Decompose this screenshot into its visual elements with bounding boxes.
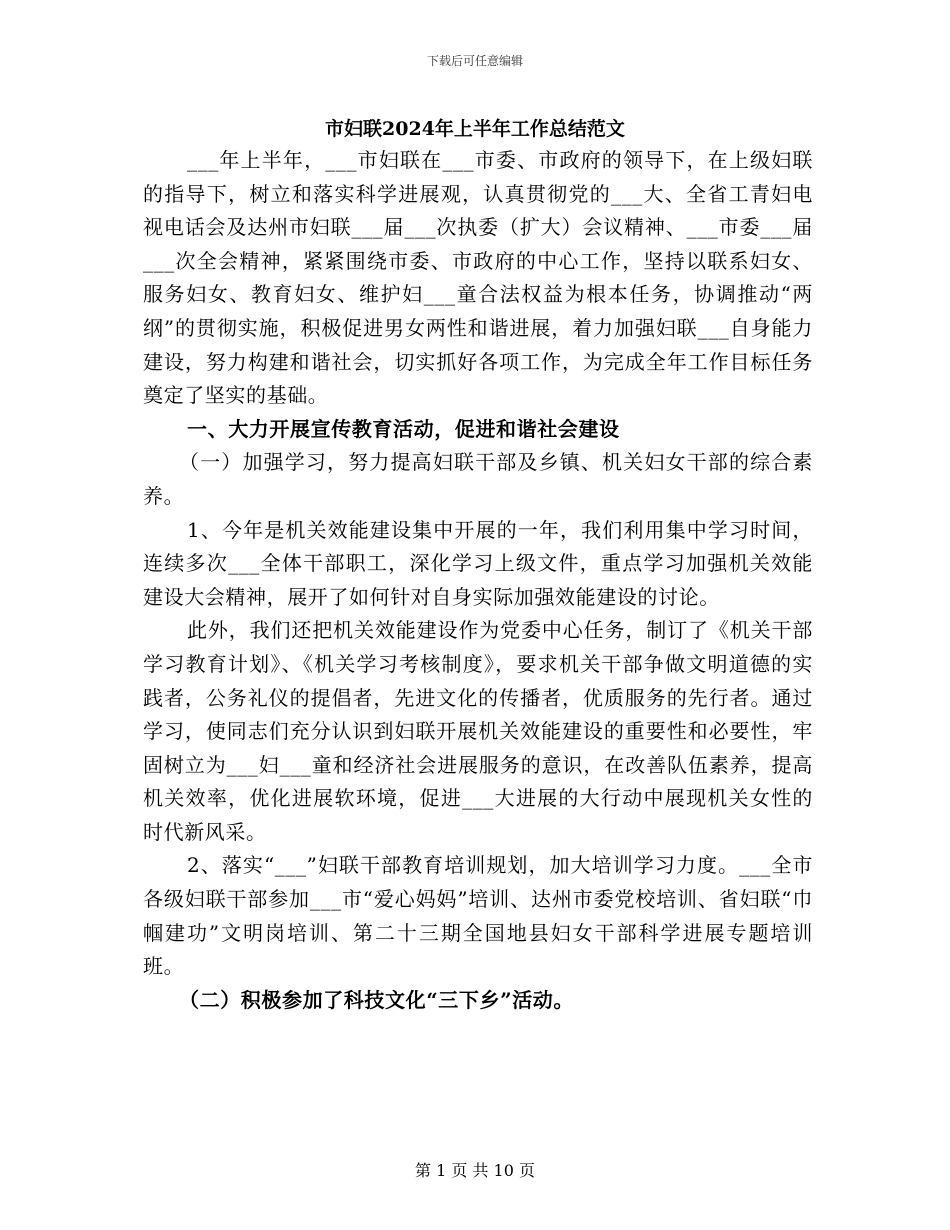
document-body <box>143 144 813 1017</box>
paragraph-item-2: 2、落实“___”妇联干部教育培训规划，加大培训学习力度。___全市各级妇联干部参加___市“爱心妈妈”培训、达州市委党校培训、省妇联“巾帼建功”文明岗培训、第二十三期全国地县妇女干部科学进展专题培训班。 <box>143 853 813 979</box>
paragraph-additional: 此外，我们还把机关效能建设作为党委中心任务，制订了《机关干部学习教育计划》、《机关学习考核制度》，要求机关干部争做文明道德的实践者，公务礼仪的提倡者，先进文化的传播者，优质服务的先行者。通过学习，使同志们充分认识到妇联开展机关效能建设的重要性和必要性，牢固树立为___妇___童和经济社会进展服务的意识，在改善队伍素养，提高机关效率，优化进展软环境，促进___大进展的大行动中展现机关女性的时代新风采。 <box>143 618 813 844</box>
subsection-heading-1: （一）加强学习，努力提高妇联干部及乡镇、机关妇女干部的综合素养。 <box>143 450 813 508</box>
paragraph-item-1: 1、今年是机关效能建设集中开展的一年，我们利用集中学习时间，连续多次___全体干部职工，深化学习上级文件，重点学习加强机关效能建设大会精神，展开了如何针对自身实际加强效能建设的讨论。 <box>143 517 813 609</box>
section-heading-1: 一、大力开展宣传教育活动，促进和谐社会建设 <box>187 416 620 441</box>
page-number: 第 1 页 共 10 页 <box>415 1161 535 1180</box>
header-note: 下载后可任意编辑 <box>426 54 523 68</box>
paragraph-intro: ___年上半年，___市妇联在___市委、市政府的领导下，在上级妇联的指导下，树立和落实科学进展观，认真贯彻党的___大、全省工青妇电视电话会及达州市妇联___届___次执委（扩大）会议精神、___市委___届___次全会精神，紧紧围绕市委、市政府的中心工作，坚持以联系妇女、服务妇女、教育妇女、维护妇___童合法权益为根本任务，协调推动“两纲”的贯彻实施，积极促进男女两性和谐进展，着力加强妇联___自身能力建设，努力构建和谐社会，切实抓好各项工作，为完成全年工作目标任务奠定了坚实的基础。 <box>143 148 813 408</box>
document-title: 市妇联2024年上半年工作总结范文 <box>325 118 625 140</box>
subsection-heading-2: （二）积极参加了科技文化“三下乡”活动。 <box>179 987 575 1012</box>
